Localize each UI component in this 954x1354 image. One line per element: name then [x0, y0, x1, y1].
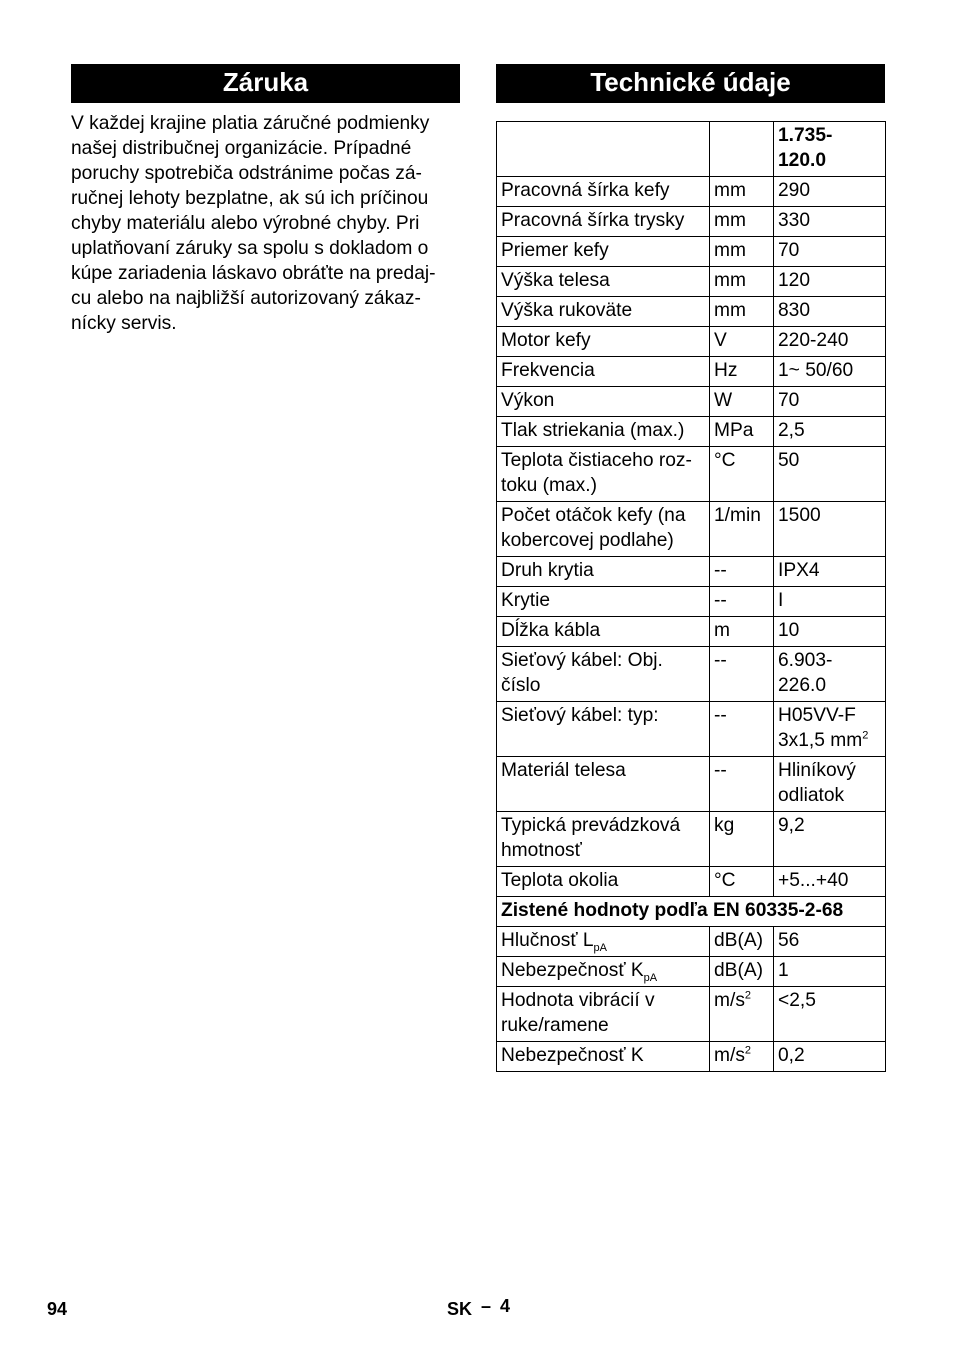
- spec-label-line: [501, 958, 705, 983]
- spec-label-cell: [497, 927, 710, 957]
- header-unit-cell: [710, 122, 774, 177]
- spec-label-cell: [497, 867, 710, 897]
- spec-unit-cell: mm: [710, 267, 774, 297]
- spec-label-line: Priemer kefy: [501, 240, 609, 261]
- spec-unit-cell: W: [710, 387, 774, 417]
- spec-value-line: 9,2: [778, 815, 805, 836]
- spec-label-cell: [497, 267, 710, 297]
- spec-label-cell: [497, 757, 710, 812]
- table-row: [497, 357, 886, 387]
- spec-value-cell: [774, 417, 886, 447]
- spec-label-line: Druh krytia: [501, 560, 594, 581]
- spec-value-line: 0,2: [778, 1045, 805, 1066]
- spec-label-cell: [497, 557, 710, 587]
- spec-unit-cell: --: [710, 557, 774, 587]
- spec-label-line: Tlak striekania (max.): [501, 420, 685, 441]
- spec-label-line: ruke/ramene: [501, 1015, 609, 1036]
- spec-unit-cell: mm: [710, 297, 774, 327]
- warranty-line: V každej krajine platia záručné podmienky: [71, 113, 430, 134]
- table-row: [497, 867, 886, 897]
- spec-value-cell: [774, 502, 886, 557]
- table-row: [497, 587, 886, 617]
- spec-unit-cell: °C: [710, 447, 774, 502]
- spec-unit-cell: [710, 987, 774, 1042]
- spec-unit-cell: dB(A): [710, 957, 774, 987]
- spec-unit-cell: mm: [710, 177, 774, 207]
- warranty-text: [71, 111, 463, 336]
- warranty-line: kúpe zariadenia láskavo obráťte na predaj-: [71, 263, 436, 284]
- spec-label-cell: [497, 297, 710, 327]
- spec-label-cell: [497, 357, 710, 387]
- spec-label-line: Hodnota vibrácií v: [501, 990, 655, 1011]
- spec-label-cell: [497, 702, 710, 757]
- spec-value-superscript: 2: [862, 729, 869, 742]
- warranty-line: chyby materiálu alebo výrobné chyby. Pri: [71, 213, 420, 234]
- spec-label-line: Sieťový kábel: Obj.: [501, 650, 663, 671]
- spec-value-line: H05VV-F: [778, 705, 856, 726]
- spec-label-cell: [497, 812, 710, 867]
- spec-label-cell: [497, 327, 710, 357]
- warranty-line: uplatňovaní záruky sa spolu s dokladom o: [71, 238, 429, 259]
- spec-label-cell: [497, 502, 710, 557]
- spec-label-cell: [497, 177, 710, 207]
- spec-value-line: 226.0: [778, 675, 827, 696]
- table-row: [497, 957, 886, 987]
- spec-value-cell: [774, 647, 886, 702]
- spec-label-cell: [497, 387, 710, 417]
- spec-label-line: Počet otáčok kefy (na: [501, 505, 686, 526]
- spec-label-text: Hlučnosť L: [501, 930, 594, 951]
- spec-unit-cell: °C: [710, 867, 774, 897]
- spec-value-line: 1: [778, 960, 789, 981]
- spec-value-cell: [774, 757, 886, 812]
- model-number-cell: [774, 122, 886, 177]
- spec-value-line: 10: [778, 620, 800, 641]
- model-number-line: 120.0: [778, 150, 827, 171]
- spec-unit-cell: --: [710, 757, 774, 812]
- spec-unit-cell: mm: [710, 207, 774, 237]
- spec-value-cell: [774, 557, 886, 587]
- spec-value-line: +5...+40: [778, 870, 849, 891]
- table-row: [497, 387, 886, 417]
- spec-label-cell: [497, 237, 710, 267]
- tech-data-heading: Technické údaje: [496, 64, 885, 103]
- spec-value-text: 3x1,5 mm: [778, 730, 863, 751]
- tech-data-table: [496, 121, 886, 1072]
- spec-label-line: Dĺžka kábla: [501, 620, 601, 641]
- spec-unit-cell: Hz: [710, 357, 774, 387]
- table-row: [497, 297, 886, 327]
- spec-unit-cell: 1/min: [710, 502, 774, 557]
- spec-label-cell: [497, 447, 710, 502]
- spec-value-line: 50: [778, 450, 800, 471]
- spec-label-text: Nebezpečnosť K: [501, 960, 644, 981]
- table-row: [497, 417, 886, 447]
- spec-value-line: 220-240: [778, 330, 849, 351]
- spec-label-line: Teplota okolia: [501, 870, 619, 891]
- spec-unit-text: m/s: [714, 990, 745, 1011]
- measured-values-heading: Zistené hodnoty podľa EN 60335-2-68: [497, 897, 886, 927]
- spec-value-line: <2,5: [778, 990, 816, 1011]
- spec-value-line: IPX4: [778, 560, 820, 581]
- spec-value-cell: [774, 617, 886, 647]
- spec-value-cell: [774, 867, 886, 897]
- warranty-line: ručnej lehoty bezplatne, ak sú ich príčinou: [71, 188, 429, 209]
- spec-value-line: 2,5: [778, 420, 805, 441]
- model-number-line: 1.735-: [778, 125, 833, 146]
- spec-value-cell: [774, 1042, 886, 1072]
- page-separator: –: [481, 1296, 492, 1316]
- table-row: [497, 237, 886, 267]
- spec-unit-superscript: 2: [744, 989, 752, 1002]
- spec-label-line: Frekvencia: [501, 360, 595, 381]
- spec-value-cell: [774, 207, 886, 237]
- spec-label-line: Motor kefy: [501, 330, 591, 351]
- spec-value-line: 70: [778, 390, 800, 411]
- spec-label-subscript: pA: [593, 941, 607, 954]
- spec-unit-cell: mm: [710, 237, 774, 267]
- spec-label-cell: [497, 587, 710, 617]
- spec-value-cell: [774, 297, 886, 327]
- spec-unit-cell: dB(A): [710, 927, 774, 957]
- header-label-cell: [497, 122, 710, 177]
- spec-label-cell: [497, 617, 710, 647]
- spec-label-cell: [497, 987, 710, 1042]
- spec-label-line: Výkon: [501, 390, 555, 411]
- spec-value-cell: [774, 987, 886, 1042]
- warranty-line: nícky servis.: [71, 313, 177, 334]
- spec-unit-cell: V: [710, 327, 774, 357]
- spec-value-cell: [774, 387, 886, 417]
- spec-value-cell: [774, 812, 886, 867]
- spec-label-line: Výška telesa: [501, 270, 610, 291]
- spec-label-line: kobercovej podlahe): [501, 530, 674, 551]
- spec-value-cell: [774, 927, 886, 957]
- spec-unit-superscript: 2: [744, 1044, 752, 1057]
- spec-unit-text: m/s: [714, 1045, 745, 1066]
- spec-label-line: Pracovná šírka kefy: [501, 180, 670, 201]
- spec-value-line: Hliníkový: [778, 760, 856, 781]
- language-code: SK: [447, 1299, 473, 1319]
- table-row: [497, 987, 886, 1042]
- section-page-number: 4: [500, 1296, 511, 1316]
- table-row: [497, 1042, 886, 1072]
- spec-unit-cell: --: [710, 587, 774, 617]
- table-row: [497, 502, 886, 557]
- spec-label-line: hmotnosť: [501, 840, 582, 861]
- spec-unit-cell: MPa: [710, 417, 774, 447]
- spec-label-cell: [497, 1042, 710, 1072]
- table-row: [497, 267, 886, 297]
- table-row: [497, 812, 886, 867]
- spec-value-line: [778, 728, 881, 753]
- spec-value-cell: [774, 327, 886, 357]
- spec-label-line: Výška rukoväte: [501, 300, 633, 321]
- spec-label-line: Teplota čistiaceho roz-: [501, 450, 692, 471]
- spec-label-line: Krytie: [501, 590, 551, 611]
- spec-value-line: I: [778, 590, 784, 611]
- table-row: [497, 327, 886, 357]
- spec-label-line: Materiál telesa: [501, 760, 626, 781]
- spec-value-line: 56: [778, 930, 800, 951]
- spec-label-cell: [497, 957, 710, 987]
- spec-label-cell: [497, 207, 710, 237]
- spec-label-subscript: pA: [643, 971, 658, 984]
- spec-value-line: 1~ 50/60: [778, 360, 854, 381]
- spec-label-cell: [497, 417, 710, 447]
- spec-unit-cell: [710, 1042, 774, 1072]
- spec-label-line: číslo: [501, 675, 541, 696]
- table-row: [497, 617, 886, 647]
- table-row: [497, 702, 886, 757]
- table-row: [497, 447, 886, 502]
- spec-value-cell: [774, 357, 886, 387]
- spec-value-cell: [774, 267, 886, 297]
- spec-value-line: 120: [778, 270, 811, 291]
- spec-label-line: Nebezpečnosť K: [501, 1045, 644, 1066]
- spec-value-cell: [774, 447, 886, 502]
- spec-label-line: Typická prevádzková: [501, 815, 681, 836]
- spec-value-line: 330: [778, 210, 811, 231]
- table-row: [497, 557, 886, 587]
- spec-unit-cell: m: [710, 617, 774, 647]
- spec-unit-cell: --: [710, 647, 774, 702]
- table-header-row: [497, 122, 886, 177]
- page-number: 94: [47, 1299, 68, 1319]
- table-row: [497, 207, 886, 237]
- warranty-line: poruchy spotrebiča odstránime počas zá-: [71, 163, 422, 184]
- spec-label-line: Pracovná šírka trysky: [501, 210, 685, 231]
- table-row: [497, 757, 886, 812]
- table-row: [497, 647, 886, 702]
- spec-value-line: 1500: [778, 505, 821, 526]
- spec-value-cell: [774, 587, 886, 617]
- spec-value-line: odliatok: [778, 785, 845, 806]
- spec-value-line: 830: [778, 300, 811, 321]
- spec-value-cell: [774, 237, 886, 267]
- spec-value-line: 70: [778, 240, 800, 261]
- table-row: [497, 927, 886, 957]
- spec-unit-cell: --: [710, 702, 774, 757]
- spec-label-cell: [497, 647, 710, 702]
- measured-values-heading-row: [497, 897, 886, 927]
- spec-value-line: 6.903-: [778, 650, 833, 671]
- warranty-line: našej distribučnej organizácie. Prípadné: [71, 138, 412, 159]
- spec-label-line: toku (max.): [501, 475, 597, 496]
- spec-value-line: 290: [778, 180, 811, 201]
- spec-label-line: Sieťový kábel: typ:: [501, 705, 659, 726]
- spec-value-cell: [774, 177, 886, 207]
- spec-unit-cell: kg: [710, 812, 774, 867]
- spec-value-cell: [774, 702, 886, 757]
- table-row: [497, 177, 886, 207]
- spec-label-line: [501, 928, 705, 953]
- warranty-heading: Záruka: [71, 64, 460, 103]
- spec-value-cell: [774, 957, 886, 987]
- warranty-line: cu alebo na najbližší autorizovaný zákaz-: [71, 288, 421, 309]
